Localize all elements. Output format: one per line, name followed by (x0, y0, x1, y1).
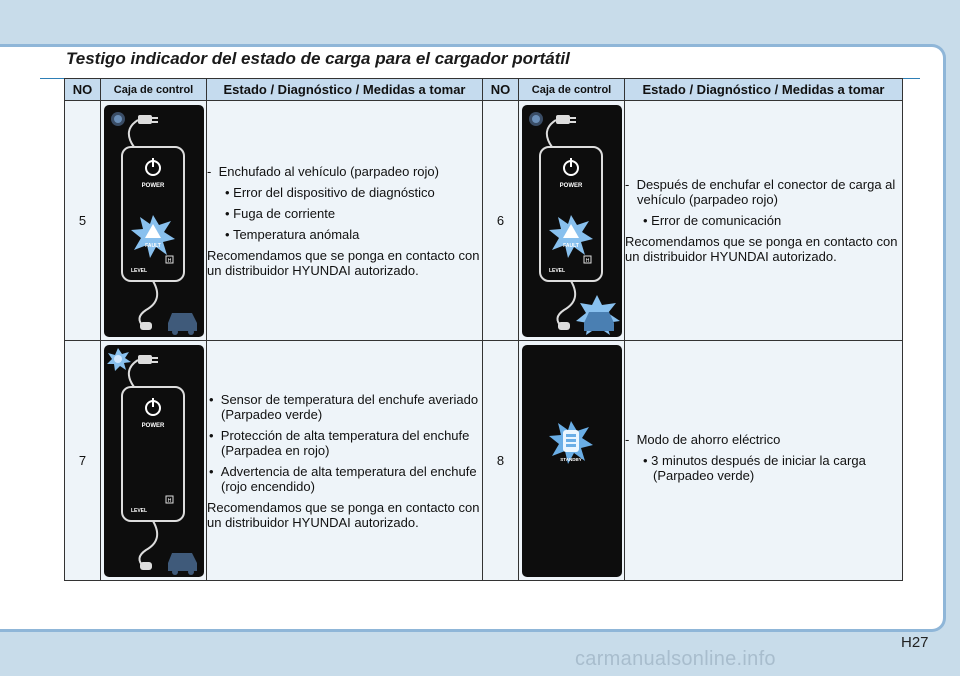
power-label: POWER (141, 422, 164, 429)
header-caja: Caja de control (101, 79, 207, 101)
status-line: - Después de enchufar el conector de carga al vehículo (parpadeo rojo) (625, 177, 896, 207)
header-caja: Caja de control (519, 79, 625, 101)
h-mark: H (167, 497, 171, 504)
bullet-item: • 3 minutos después de iniciar la carga (Parpadeo verde) (643, 453, 866, 483)
bullet-item: • Temperatura anómala (225, 226, 360, 242)
control-box-cell (101, 101, 207, 341)
status-line: - Enchufado al vehículo (parpadeo rojo) (207, 163, 439, 179)
header-no: NO (483, 79, 519, 101)
charger-fault-icon (104, 105, 204, 337)
power-label: POWER (141, 182, 164, 189)
bullet-item: • Fuga de corriente (225, 205, 336, 221)
bullet-item: • Error de comunicación (643, 213, 782, 228)
control-box-cell (101, 341, 207, 581)
power-label: POWER (559, 182, 582, 189)
fault-label: FAULT (144, 242, 161, 249)
charger-fault-car-icon (522, 105, 622, 337)
bullet-item: • Error del dispositivo de diagnóstico (225, 184, 435, 200)
watermark: carmanualsonline.info (575, 648, 776, 670)
row-number: 8 (483, 341, 519, 581)
description-cell (625, 341, 903, 581)
status-line: - Modo de ahorro eléctrico (625, 432, 781, 447)
description-cell (207, 341, 483, 581)
h-mark: H (585, 257, 589, 264)
row-number: 5 (65, 101, 101, 341)
recommendation-text: Recomendamos que se ponga en contacto con un distribuidor HYUNDAI autorizado. (207, 499, 480, 530)
level-label: LEVEL (548, 267, 565, 274)
status-table (64, 78, 903, 581)
level-label: LEVEL (130, 267, 147, 274)
description-cell (207, 101, 483, 341)
fault-label: FAULT (562, 242, 579, 249)
section-title: Testigo indicador del estado de carga para el cargador portátil (66, 49, 570, 68)
page-number: H27 (901, 634, 929, 651)
charger-plug-temp-icon (104, 345, 204, 577)
row-number: 7 (65, 341, 101, 581)
control-box-cell (519, 101, 625, 341)
table-row (65, 101, 903, 341)
recommendation-text: Recomendamos que se ponga en contacto con un distribuidor HYUNDAI autorizado. (207, 247, 480, 278)
bullet-item: • Advertencia de alta temperatura del enchufe (rojo encendido) (209, 463, 477, 494)
standby-icon (522, 345, 622, 577)
bullet-item: • Sensor de temperatura del enchufe averiado (Parpadeo verde) (209, 391, 479, 422)
table-row (65, 341, 903, 581)
level-label: LEVEL (130, 507, 147, 514)
header-no: NO (65, 79, 101, 101)
control-box-cell (519, 341, 625, 581)
table-header-row (65, 79, 903, 101)
recommendation-text: Recomendamos que se ponga en contacto con un distribuidor HYUNDAI autorizado. (625, 234, 898, 264)
bullet-item: • Protección de alta temperatura del enchufe (Parpadea en rojo) (209, 427, 470, 458)
description-cell (625, 101, 903, 341)
standby-label: STANDBY (559, 456, 582, 462)
header-estado: Estado / Diagnóstico / Medidas a tomar (625, 79, 903, 101)
h-mark: H (167, 257, 171, 264)
header-estado: Estado / Diagnóstico / Medidas a tomar (207, 79, 483, 101)
row-number: 6 (483, 101, 519, 341)
